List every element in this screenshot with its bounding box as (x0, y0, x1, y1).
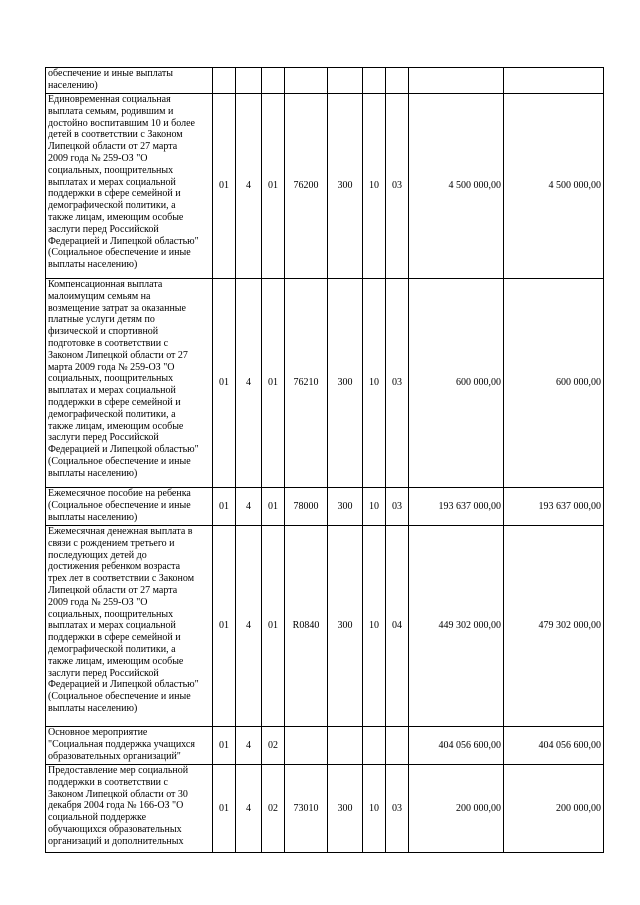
amount-year-1: 404 056 600,00 (409, 727, 504, 765)
subsection-code: 03 (386, 765, 409, 853)
direction-code: 73010 (285, 765, 328, 853)
table-row (46, 279, 604, 488)
direction-code (285, 68, 328, 94)
program-code: 01 (213, 727, 236, 765)
program-code (213, 68, 236, 94)
subsection-code (386, 727, 409, 765)
table-row (46, 94, 604, 279)
program-code: 01 (213, 279, 236, 488)
row-name: обеспечение и иные выплаты населению) (46, 68, 213, 94)
budget-table (45, 67, 604, 853)
section-code: 10 (363, 94, 386, 279)
subprogram-code: 4 (236, 488, 262, 526)
amount-year-2: 200 000,00 (504, 765, 604, 853)
table-row (46, 727, 604, 765)
program-code: 01 (213, 526, 236, 727)
amount-year-1: 4 500 000,00 (409, 94, 504, 279)
event-code: 02 (262, 727, 285, 765)
program-code: 01 (213, 488, 236, 526)
subsection-code: 03 (386, 279, 409, 488)
amount-year-1 (409, 68, 504, 94)
amount-year-2 (504, 68, 604, 94)
expense-type: 300 (328, 526, 363, 727)
expense-type: 300 (328, 765, 363, 853)
program-code: 01 (213, 94, 236, 279)
direction-code: 76210 (285, 279, 328, 488)
row-name: Ежемесячное пособие на ребенка (Социальное обеспечение и иные выплаты населению) (46, 488, 213, 526)
section-code (363, 727, 386, 765)
subprogram-code: 4 (236, 279, 262, 488)
subsection-code: 04 (386, 526, 409, 727)
amount-year-2: 404 056 600,00 (504, 727, 604, 765)
section-code: 10 (363, 488, 386, 526)
amount-year-2: 4 500 000,00 (504, 94, 604, 279)
event-code (262, 68, 285, 94)
amount-year-1: 600 000,00 (409, 279, 504, 488)
amount-year-2: 193 637 000,00 (504, 488, 604, 526)
row-name: Компенсационная выплата малоимущим семьям на возмещение затрат за оказанные платные услуги детям по физической и спортивной подготовке в соответствии с Законом Липецкой области от 27 марта 2009 года № 259-ОЗ "О социальных, поощрительных выплатах и мерах социальной поддержки в сфере семейной и демографической политики, а также лицам, имеющим особые заслуги перед Российской Федерацией и Липецкой областью" (Социальное обеспечение и иные выплаты населению) (46, 279, 213, 488)
table-row (46, 488, 604, 526)
subprogram-code (236, 68, 262, 94)
subsection-code: 03 (386, 94, 409, 279)
row-name: Ежемесячная денежная выплата в связи с рождением третьего и последующих детей до достижения ребенком возраста трех лет в соответствии с Законом Липецкой области от 27 марта 2009 года № 259-ОЗ "О социальных, поощрительных выплатах и мерах социальной поддержки в сфере семейной и демографической политики, а также лицам, имеющим особые заслуги перед Российской Федерацией и Липецкой областью" (Социальное обеспечение и иные выплаты населению) (46, 526, 213, 727)
direction-code: 76200 (285, 94, 328, 279)
expense-type: 300 (328, 279, 363, 488)
subsection-code: 03 (386, 488, 409, 526)
section-code: 10 (363, 279, 386, 488)
row-name: Предоставление мер социальной поддержки в соответствии с Законом Липецкой области от 30 декабря 2004 года № 166-ОЗ "О социальной поддержке обучающихся образовательных организаций и дополнительных (46, 765, 213, 853)
subprogram-code: 4 (236, 94, 262, 279)
section-code: 10 (363, 526, 386, 727)
amount-year-2: 479 302 000,00 (504, 526, 604, 727)
table-row (46, 68, 604, 94)
program-code: 01 (213, 765, 236, 853)
expense-type: 300 (328, 94, 363, 279)
direction-code (285, 727, 328, 765)
row-name: Единовременная социальная выплата семьям, родившим и достойно воспитавшим 10 и более детей в соответствии с Законом Липецкой области от 27 марта 2009 года № 259-ОЗ "О социальных, поощрительных выплатах и мерах социальной поддержки в сфере семейной и демографической политики, а также лицам, имеющим особые заслуги перед Российской Федерацией и Липецкой областью" (Социальное обеспечение и иные выплаты населению) (46, 94, 213, 279)
expense-type: 300 (328, 488, 363, 526)
expense-type (328, 68, 363, 94)
event-code: 01 (262, 94, 285, 279)
event-code: 01 (262, 526, 285, 727)
section-code: 10 (363, 765, 386, 853)
amount-year-1: 449 302 000,00 (409, 526, 504, 727)
amount-year-1: 193 637 000,00 (409, 488, 504, 526)
table-row (46, 526, 604, 727)
direction-code: R0840 (285, 526, 328, 727)
row-name: Основное мероприятие "Социальная поддержка учащихся образовательных организаций" (46, 727, 213, 765)
event-code: 01 (262, 279, 285, 488)
direction-code: 78000 (285, 488, 328, 526)
section-code (363, 68, 386, 94)
amount-year-2: 600 000,00 (504, 279, 604, 488)
subprogram-code: 4 (236, 727, 262, 765)
event-code: 02 (262, 765, 285, 853)
amount-year-1: 200 000,00 (409, 765, 504, 853)
event-code: 01 (262, 488, 285, 526)
subprogram-code: 4 (236, 526, 262, 727)
table-row (46, 765, 604, 853)
subsection-code (386, 68, 409, 94)
expense-type (328, 727, 363, 765)
subprogram-code: 4 (236, 765, 262, 853)
